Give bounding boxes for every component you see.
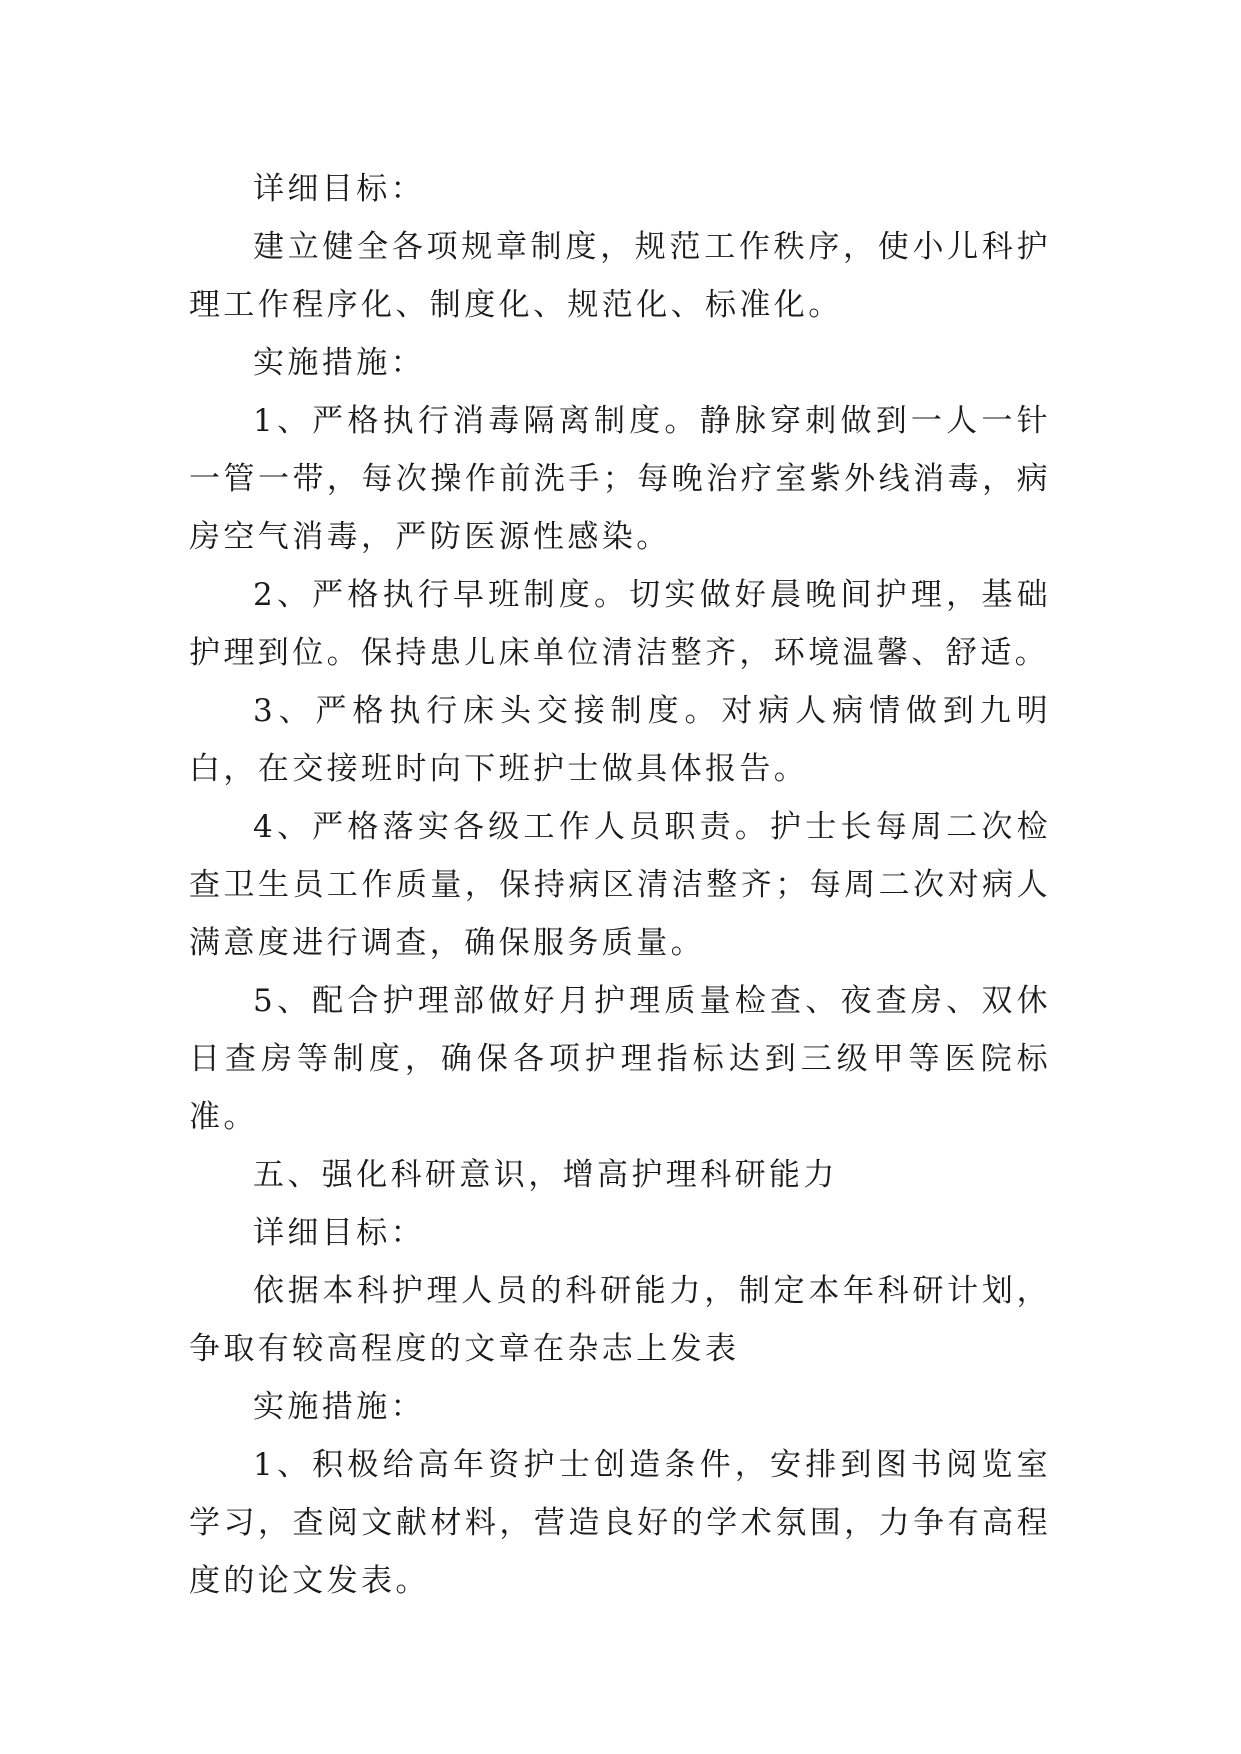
paragraph-detail-goal-text: 建立健全各项规章制度，规范工作秩序，使小儿科护理工作程序化、制度化、规范化、标准化。: [189, 229, 1051, 323]
paragraph-research-measure-1: 1、积极给高年资护士创造条件，安排到图书阅览室学习，查阅文献材料，营造良好的学术氛围，力争有高程度的论文发表。: [189, 1447, 1051, 1599]
paragraph-measures-heading-2: 实施措施：: [253, 1389, 425, 1425]
paragraph-measure-5: 5、配合护理部做好月护理质量检查、夜查房、双休日查房等制度，确保各项护理指标达到三级甲等医院标准。: [189, 983, 1051, 1135]
paragraph-detail-goal-text-2: 依据本科护理人员的科研能力，制定本年科研计划，争取有较高程度的文章在杂志上发表: [189, 1273, 1051, 1367]
paragraph-measures-heading: 实施措施：: [253, 345, 425, 381]
paragraph-measure-4: 4、严格落实各级工作人员职责。护士长每周二次检查卫生员工作质量，保持病区清洁整齐；每周二次对病人满意度进行调查，确保服务质量。: [189, 809, 1051, 961]
paragraph-measure-3: 3、严格执行床头交接制度。对病人病情做到九明白，在交接班时向下班护士做具体报告。: [189, 693, 1051, 787]
paragraph-detail-goal-heading-2: 详细目标：: [253, 1215, 425, 1251]
section-heading-research: 五、强化科研意识，增高护理科研能力: [253, 1157, 838, 1193]
paragraph-detail-goal-heading: 详细目标：: [253, 171, 425, 207]
paragraph-measure-1: 1、严格执行消毒隔离制度。静脉穿刺做到一人一针一管一带，每次操作前洗手；每晚治疗室紫外线消毒，病房空气消毒，严防医源性感染。: [189, 403, 1051, 555]
paragraph-measure-2: 2、严格执行早班制度。切实做好晨晚间护理，基础护理到位。保持患儿床单位清洁整齐，环境温馨、舒适。: [189, 577, 1051, 671]
document-body: [189, 160, 1051, 1610]
